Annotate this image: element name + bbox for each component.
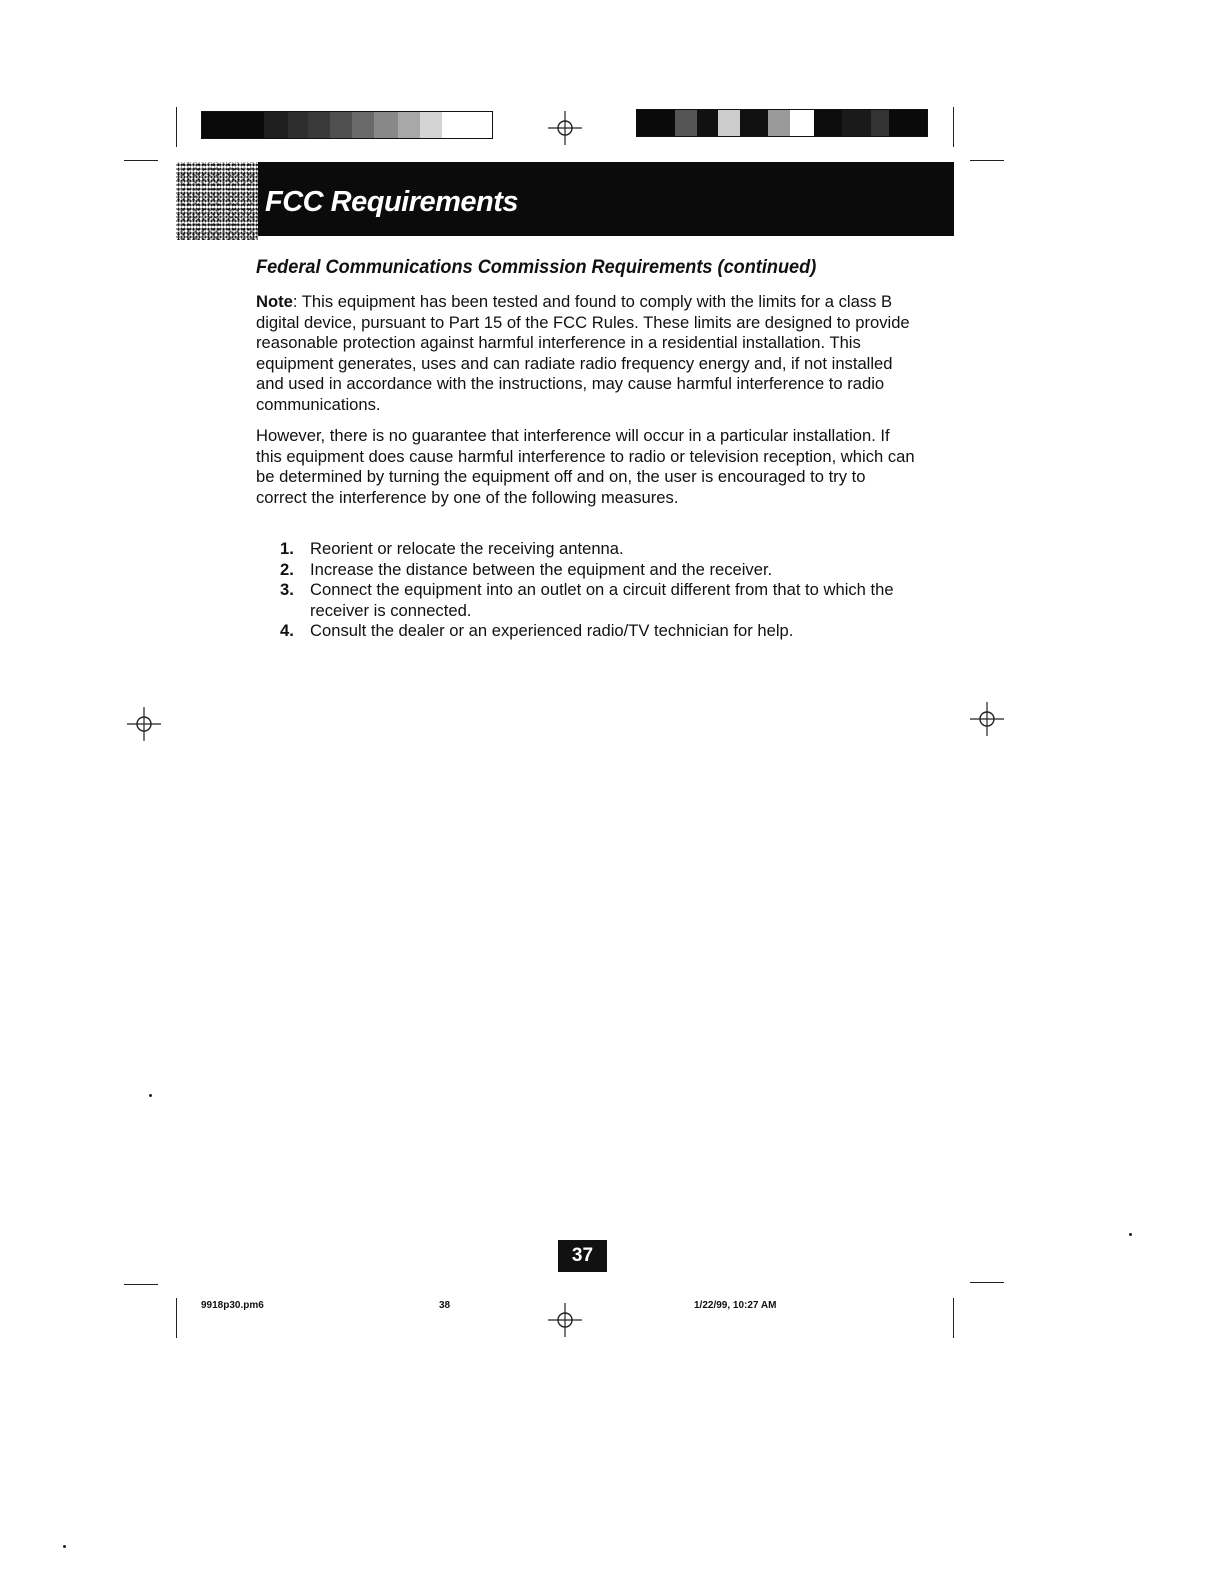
registration-target-top-icon	[548, 111, 582, 145]
color-bar-left	[201, 111, 493, 139]
list-item-text: Reorient or relocate the receiving antenna.	[310, 539, 624, 558]
scan-speck	[63, 1545, 66, 1548]
page-title: FCC Requirements	[265, 186, 519, 218]
list-item-text: Connect the equipment into an outlet on a circuit different from that to which the receiver is connected.	[310, 580, 894, 620]
crop-mark-bottom-right-horizontal	[970, 1282, 1004, 1283]
list-item-number: 3.	[280, 580, 294, 600]
list-item	[280, 539, 920, 560]
crop-mark-bottom-left-vertical	[176, 1298, 177, 1338]
note-paragraph	[256, 292, 916, 416]
slug-datetime: 1/22/99, 10:27 AM	[694, 1300, 777, 1311]
list-item	[280, 621, 920, 642]
list-item	[280, 560, 920, 581]
crop-mark-top-right-horizontal	[970, 160, 1004, 161]
list-item-number: 4.	[280, 621, 294, 641]
note-text: : This equipment has been tested and found to comply with the limits for a class B digital device, pursuant to Part 15 of the FCC Rules. These limits are designed to provide reasonable protection against harmful interference in a residential installation. This equipment generates, uses and can radiate radio frequency energy and, if not installed and used in accordance with the instructions, may cause harmful interference to radio communications.	[256, 292, 910, 414]
page-number-badge: 37	[558, 1240, 607, 1272]
slug-page: 38	[439, 1300, 451, 1311]
scan-speck	[149, 1094, 152, 1097]
registration-target-right-icon	[970, 702, 1004, 736]
slug-file-name: 9918p30.pm6	[201, 1300, 264, 1311]
crop-mark-top-right-vertical	[953, 107, 954, 147]
header-pattern-graphic	[176, 162, 258, 240]
section-subtitle: Federal Communications Commission Requirements (continued)	[256, 256, 817, 278]
list-item-text: Increase the distance between the equipment and the receiver.	[310, 559, 773, 579]
registration-target-bottom-icon	[548, 1303, 582, 1337]
list-item-number: 1.	[280, 539, 294, 558]
measures-list	[280, 539, 920, 642]
crop-mark-bottom-right-vertical	[953, 1298, 954, 1338]
crop-mark-top-left-horizontal	[124, 160, 158, 161]
crop-mark-top-left-vertical	[176, 107, 177, 147]
crop-mark-bottom-left-horizontal	[124, 1284, 158, 1285]
however-paragraph: However, there is no guarantee that interference will occur in a particular installation. If this equipment does cause harmful interference to radio or television reception, which can be determined by turning the equipment off and on, the user is encouraged to try to correct the interference by one of the following measures.	[256, 426, 915, 507]
list-item-number: 2.	[280, 559, 294, 579]
list-item	[280, 580, 920, 621]
color-bar-right	[636, 109, 928, 137]
note-label: Note	[256, 292, 293, 311]
list-item-text: Consult the dealer or an experienced radio/TV technician for help.	[310, 621, 794, 641]
registration-target-left-icon	[127, 707, 161, 741]
scan-speck	[1129, 1233, 1132, 1236]
